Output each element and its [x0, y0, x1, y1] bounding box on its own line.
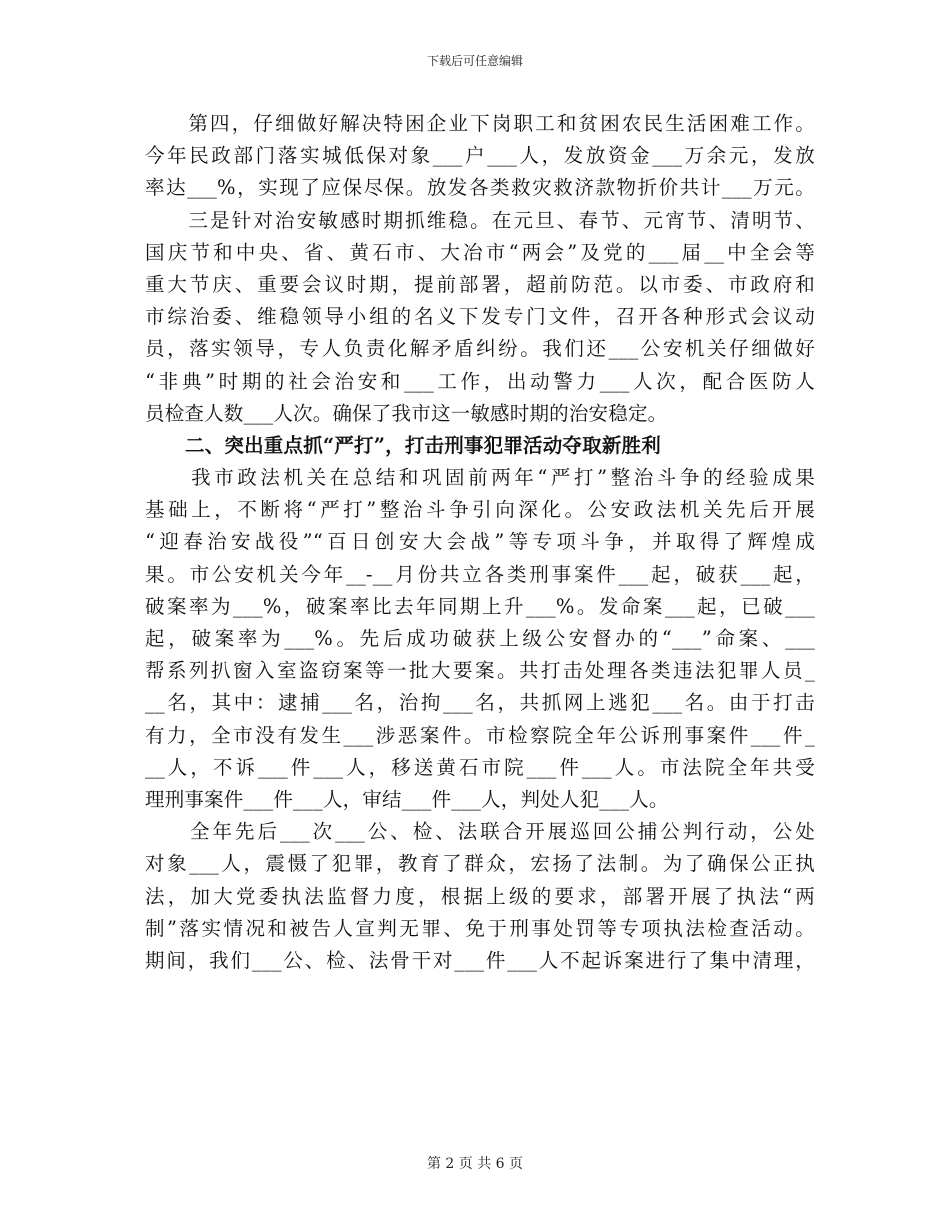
body-line: 基础上，不断将“严打”整治斗争引向深化。公安政法机关先后开展	[145, 498, 815, 522]
body-line: __名，其中：逮捕___名，治拘___名，共抓网上逃犯___名。由于打击	[145, 691, 815, 715]
body-line: 第四，仔细做好解决特困企业下岗职工和贫困农民生活困难工作。	[145, 112, 815, 135]
body-line: 起，破案率为___%。先后成功破获上级公安督办的“___”命案、___	[145, 627, 815, 650]
body-line: 帮系列扒窗入室盗窃案等一批大要案。共打击处理各类违法犯罪人员_	[145, 659, 815, 683]
body-line: 果。市公安机关今年__-__月份共立各类刑事案件___起，破获___起，	[145, 562, 815, 586]
page-header: 下载后可任意编辑	[426, 54, 523, 68]
body-line: 我市政法机关在总结和巩固前两年“严打”整治斗争的经验成果	[145, 466, 815, 490]
body-line: 今年民政部门落实城低保对象___户___人，发放资金___万余元，发放	[145, 144, 815, 168]
page-footer: 第 2 页 共 6 页	[426, 1156, 524, 1172]
body-line: 理刑事案件___件___人，审结___件___人，判处人犯___人。	[145, 787, 669, 811]
body-line: 对象___人，震慑了犯罪，教育了群众，宏扬了法制。为了确保公正执	[145, 852, 815, 876]
body-line: __人，不诉___件___人，移送黄石市院___件___人。市法院全年共受	[145, 755, 815, 779]
body-line: 市综治委、维稳领导小组的名义下发专门文件，召开各种形式会议动	[145, 305, 815, 329]
section-heading: 二、突出重点抓“严打”，打击刑事犯罪活动夺取新胜利	[185, 433, 661, 457]
body-line: 破案率为___%，破案率比去年同期上升___%。发命案___起，已破___	[145, 594, 815, 618]
body-line: 法，加大党委执法监督力度，根据上级的要求，部署开展了执法“两	[145, 884, 815, 908]
body-line: 员检查人数___人次。确保了我市这一敏感时期的治安稳定。	[145, 401, 668, 425]
body-line: “非典”时期的社会治安和___工作，出动警力___人次，配合医防人	[145, 369, 815, 393]
document-body	[145, 108, 815, 977]
body-line: 有力，全市没有发生___涉恶案件。市检察院全年公诉刑事案件___件_	[145, 723, 815, 747]
body-line: “迎春治安战役”“百日创安大会战”等专项斗争，并取得了辉煌成	[145, 530, 815, 554]
body-line: 全年先后___次___公、检、法联合开展巡回公捕公判行动，公处	[145, 820, 815, 844]
body-line: 国庆节和中央、省、黄石市、大冶市“两会”及党的___届__中全会等	[145, 240, 815, 264]
body-line: 重大节庆、重要会议时期，提前部署，超前防范。以市委、市政府和	[145, 272, 815, 296]
body-line: 制”落实情况和被告人宣判无罪、免于刑事处罚等专项执法检查活动。	[145, 916, 815, 940]
body-line: 三是针对治安敏感时期抓维稳。在元旦、春节、元宵节、清明节、	[145, 208, 815, 232]
body-line: 期间，我们___公、检、法骨干对___件___人不起诉案进行了集中清理，	[145, 948, 815, 972]
body-line: 员，落实领导，专人负责化解矛盾纠纷。我们还___公安机关仔细做好	[145, 337, 815, 361]
body-line: 率达___%，实现了应保尽保。放发各类救灾救济款物折价共计___万元。	[145, 176, 815, 200]
